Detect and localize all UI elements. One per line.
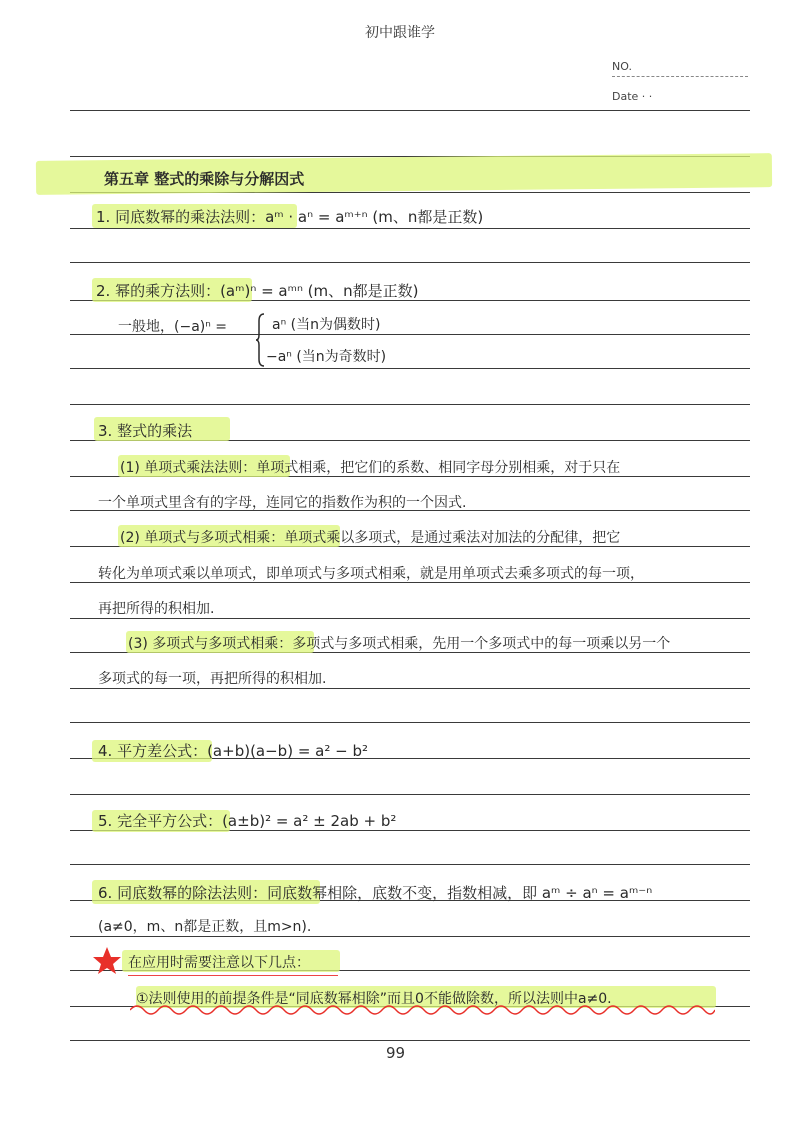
ruled-line — [70, 936, 750, 937]
ruled-line — [70, 1040, 750, 1041]
brace-icon — [256, 313, 266, 367]
section-3-3-line-b: 多项式的每一项，再把所得的积相加. — [98, 671, 327, 687]
no-label: NO. — [612, 60, 632, 73]
rule-2-power: 2. 幂的乘方法则：(aᵐ)ⁿ = aᵐⁿ (m、n都是正数) — [96, 282, 419, 300]
note-title: 在应用时需要注意以下几点： — [128, 955, 310, 971]
no-dotted-line — [612, 76, 748, 77]
ruled-line — [70, 794, 750, 795]
note-item-1: ①法则使用的前提条件是“同底数幂相除”而且0不能做除数，所以法则中a≠0. — [136, 991, 612, 1007]
ruled-line — [70, 368, 750, 369]
rule-1-multiplication: 1. 同底数幂的乘法法则：aᵐ · aⁿ = aᵐ⁺ⁿ (m、n都是正数) — [96, 208, 484, 226]
page-number: 99 — [386, 1044, 406, 1062]
rule-2-case-even: aⁿ (当n为偶数时) — [272, 317, 381, 333]
section-3-title: 3. 整式的乘法 — [98, 422, 193, 440]
formula-5-perfect-square: 5. 完全平方公式：(a±b)² = a² ± 2ab + b² — [98, 812, 397, 830]
ruled-line — [70, 404, 750, 405]
rule-6-division-line-a: 6. 同底数幂的除法法则：同底数幂相除，底数不变，指数相减，即 aᵐ ÷ aⁿ = aᵐ⁻ⁿ — [98, 884, 653, 902]
ruled-line — [70, 262, 750, 263]
ruled-line — [70, 110, 750, 111]
ruled-line — [70, 722, 750, 723]
chapter-title: 第五章 整式的乘除与分解因式 — [104, 170, 305, 188]
ruled-line — [70, 228, 750, 229]
rule-2-general-prefix: 一般地，(−a)ⁿ = — [118, 319, 227, 335]
formula-4-difference-of-squares: 4. 平方差公式：(a+b)(a−b) = a² − b² — [98, 742, 369, 760]
note-title-underline — [128, 975, 338, 976]
rule-2-case-odd: −aⁿ (当n为奇数时) — [266, 349, 387, 365]
ruled-line — [70, 618, 750, 619]
section-3-3-line-a: (3) 多项式与多项式相乘：多项式与多项式相乘，先用一个多项式中的每一项乘以另一个 — [128, 636, 671, 652]
date-label: Date · · — [612, 90, 653, 103]
section-3-1-line-a: (1) 单项式乘法法则：单项式相乘，把它们的系数、相同字母分别相乘，对于只在 — [120, 460, 621, 476]
rule-6-division-line-b: (a≠0，m、n都是正数，且m>n). — [98, 919, 312, 935]
ruled-line — [70, 688, 750, 689]
page-header-title: 初中跟谁学 — [365, 25, 435, 41]
wavy-underline — [130, 1002, 715, 1018]
section-3-1-line-b: 一个单项式里含有的字母，连同它的指数作为积的一个因式. — [98, 495, 467, 511]
ruled-line — [70, 864, 750, 865]
section-3-2-line-b: 转化为单项式乘以单项式，即单项式与多项式相乘，就是用单项式去乘多项式的每一项， — [98, 566, 644, 582]
star-icon — [92, 946, 122, 976]
section-3-2-line-a: (2) 单项式与多项式相乘：单项式乘以多项式，是通过乘法对加法的分配律，把它 — [120, 530, 621, 546]
section-3-2-line-c: 再把所得的积相加. — [98, 601, 215, 617]
